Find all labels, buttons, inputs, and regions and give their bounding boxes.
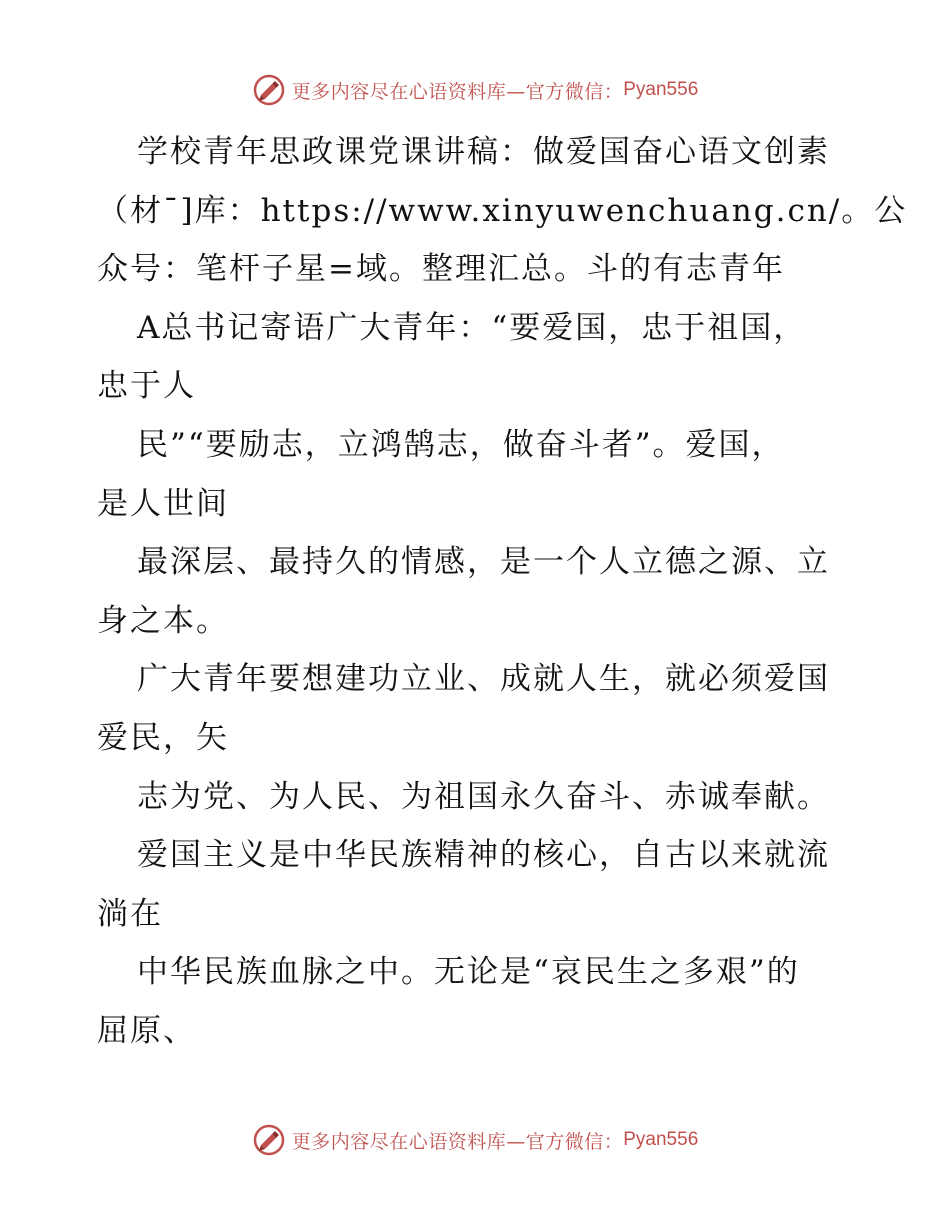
watermark-separator: —官方微信：	[506, 80, 624, 103]
text-line: 忠于人	[97, 368, 196, 405]
text-line: 爱国主义是中华民族精神的核心，自古以来就流	[137, 837, 830, 874]
footer-watermark	[0, 1120, 950, 1160]
text-line: 广大青年要想建功立业、成就人生，就必须爱国	[137, 661, 830, 698]
text-line: 中华民族血脉之中。无论是“哀民生之多艰”的	[137, 954, 800, 991]
document-body	[97, 123, 908, 1061]
pen-logo-icon	[252, 1123, 286, 1157]
watermark-text: 更多内容尽在心语资料库	[291, 80, 507, 103]
watermark-wechat-id: Pyan556	[623, 1129, 699, 1150]
text-line: 爱民，矢	[97, 719, 229, 756]
watermark-separator: —官方微信：	[506, 1130, 624, 1153]
text-line: 身之本。	[97, 602, 229, 639]
text-line: （材¯]库：https://www.xinyuwenchuang.cn/。公	[97, 192, 908, 229]
watermark-wechat-id: Pyan556	[623, 79, 699, 100]
text-line: A总书记寄语广大青年：“要爱国，忠于祖国，	[137, 309, 807, 346]
header-watermark	[0, 70, 950, 110]
text-line: 淌在	[97, 895, 163, 932]
text-line: 最深层、最持久的情感，是一个人立德之源、立	[137, 544, 830, 581]
text-line: 是人世间	[97, 485, 229, 522]
text-line: 志为党、为人民、为祖国永久奋斗、赤诚奉献。	[137, 778, 830, 815]
text-line: 学校青年思政课党课讲稿：做爱国奋心语文创素	[137, 134, 830, 170]
pen-logo-icon	[252, 73, 286, 107]
watermark-text: 更多内容尽在心语资料库	[291, 1130, 507, 1153]
text-line: 屈原、	[97, 1012, 196, 1049]
text-line: 民”“要励志，立鸿鹄志，做奋斗者”。爱国，	[137, 426, 785, 463]
text-line: 众号：笔杆子星=域。整理汇总。斗的有志青年	[97, 251, 785, 288]
